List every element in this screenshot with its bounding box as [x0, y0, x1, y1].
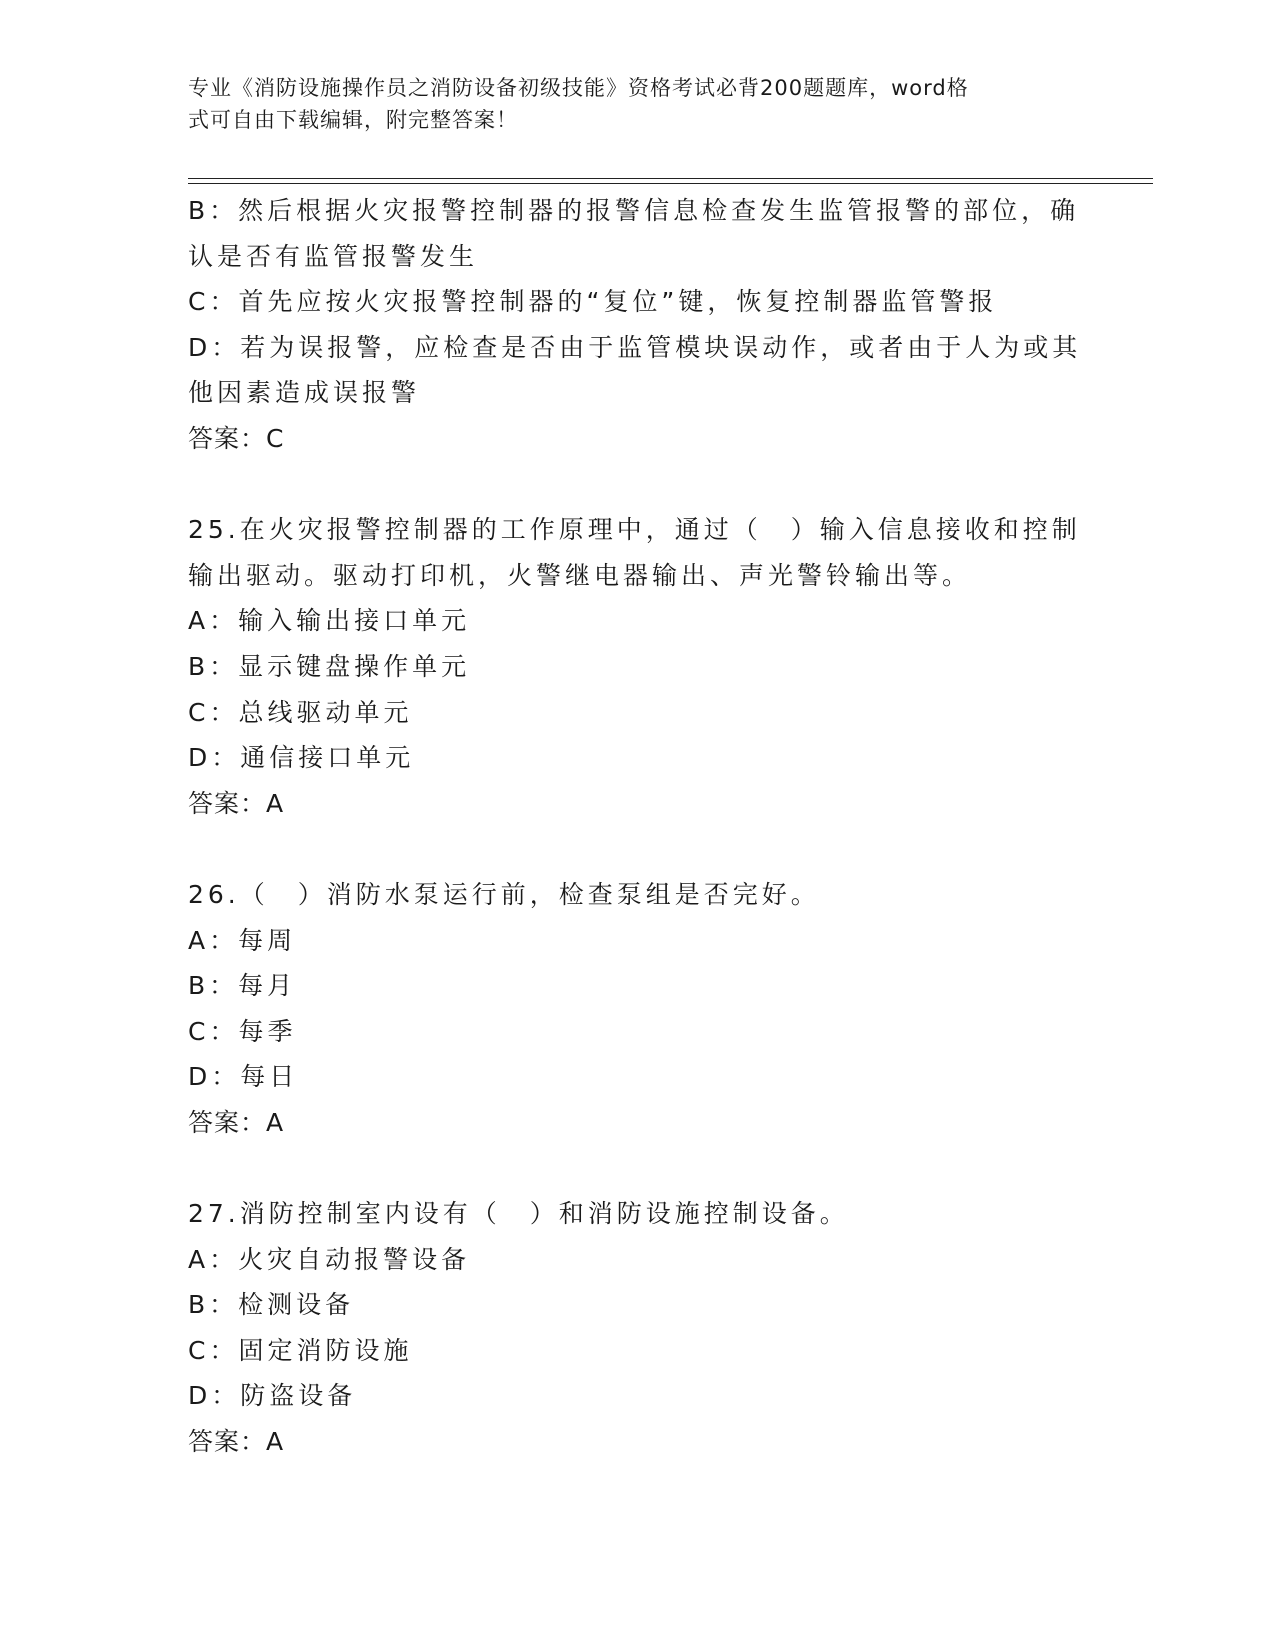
option-a: A：每周	[188, 925, 297, 955]
spacer	[188, 1145, 1088, 1191]
question-27	[188, 1191, 1088, 1465]
option-a: A：输入输出接口单元	[188, 606, 471, 636]
option-d-line-2: 他因素造成误报警	[188, 378, 421, 408]
option-d: D：通信接口单元	[188, 743, 415, 773]
question-stem: 26.（ ）消防水泵运行前，检查泵组是否完好。	[188, 879, 820, 909]
header-rule-top	[188, 178, 1153, 179]
answer: 答案：C	[188, 423, 285, 453]
option-c: C：每季	[188, 1016, 297, 1046]
question-stem-line-1: 25.在火灾报警控制器的工作原理中，通过（ ）输入信息接收和控制	[188, 515, 1081, 545]
option-b-line-1: B：然后根据火灾报警控制器的报警信息检查发生监管报警的部位，确	[188, 196, 1080, 225]
document-header	[188, 72, 1068, 136]
option-b: B：检测设备	[188, 1290, 355, 1320]
answer: 答案：A	[188, 788, 285, 818]
spacer	[188, 826, 1088, 872]
header-line-1: 专业《消防设施操作员之消防设备初级技能》资格考试必背200题题库，word格	[188, 76, 969, 100]
option-d: D：防盗设备	[188, 1381, 357, 1411]
option-d: D：每日	[188, 1062, 299, 1092]
document-body	[188, 188, 1088, 1465]
spacer	[188, 462, 1088, 508]
option-a: A：火灾自动报警设备	[188, 1244, 471, 1274]
option-d-line-1: D：若为误报警，应检查是否由于监管模块误动作，或者由于人为或其	[188, 332, 1082, 362]
question-25	[188, 507, 1088, 826]
header-line-2: 式可自由下载编辑，附完整答案！	[188, 108, 518, 132]
answer: 答案：A	[188, 1427, 285, 1457]
question-stem: 27.消防控制室内设有（ ）和消防设施控制设备。	[188, 1199, 849, 1229]
option-c: C：首先应按火灾报警控制器的“复位”键，恢复控制器监管警报	[188, 287, 998, 317]
question-stem-line-2: 输出驱动。驱动打印机，火警继电器输出、声光警铃输出等。	[188, 560, 972, 590]
option-c: C：总线驱动单元	[188, 697, 413, 727]
option-c: C：固定消防设施	[188, 1335, 413, 1365]
option-b-line-2: 认是否有监管报警发生	[188, 241, 479, 271]
option-b: B：每月	[188, 971, 297, 1001]
option-b: B：显示键盘操作单元	[188, 651, 471, 681]
answer: 答案：A	[188, 1107, 285, 1137]
header-rule-bottom	[188, 183, 1153, 184]
question-24-continued	[188, 188, 1088, 462]
question-26	[188, 872, 1088, 1146]
